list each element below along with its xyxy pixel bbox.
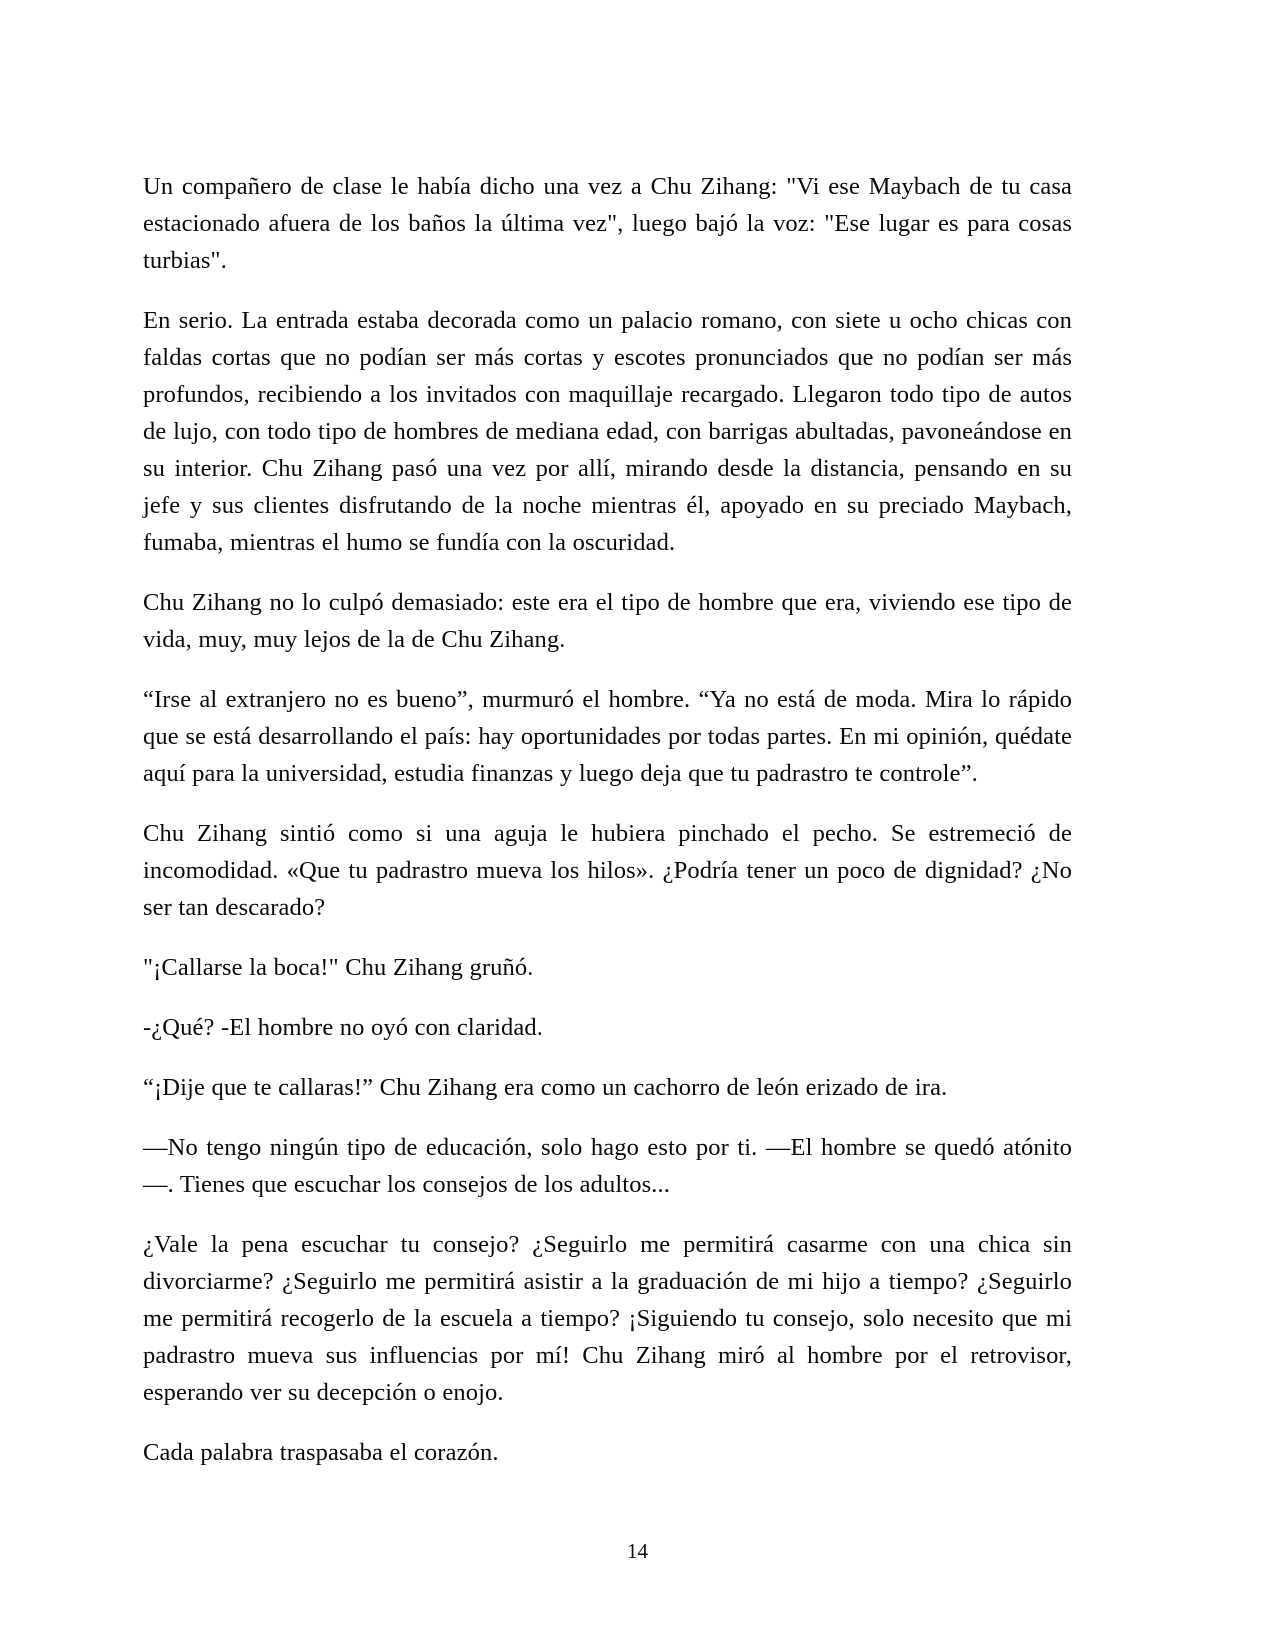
paragraph-11: Cada palabra traspasaba el corazón. [143, 1439, 499, 1466]
paragraph-5: Chu Zihang sintió como si una aguja le hubiera pinchado el pecho. Se estremeció de incomodidad. «Que tu padrastro mueva los hilos». ¿Podría tener un poco de dignidad? ¿No ser tan descarado? [143, 820, 1072, 921]
paragraph-9: —No tengo ningún tipo de educación, solo hago esto por ti. —El hombre se quedó atónito—. Tienes que escuchar los consejos de los adultos... [143, 1134, 1072, 1198]
page-number: 14 [627, 1539, 648, 1563]
paragraph-4: “Irse al extranjero no es bueno”, murmuró el hombre. “Ya no está de moda. Mira lo rápido que se está desarrollando el país: hay oportunidades por todas partes. En mi opinión, quédate aquí para la universidad, estudia finanzas y luego deja que tu padrastro te controle”. [143, 686, 1072, 787]
paragraph-1: Un compañero de clase le había dicho una vez a Chu Zihang: "Vi ese Maybach de tu casa estacionado afuera de los baños la última vez", luego bajó la voz: "Ese lugar es para cosas turbias". [143, 173, 1072, 274]
body-text-column [143, 168, 1072, 1471]
paragraph-8: “¡Dije que te callaras!” Chu Zihang era como un cachorro de león erizado de ira. [143, 1074, 948, 1101]
paragraph-2: En serio. La entrada estaba decorada como un palacio romano, con siete u ocho chicas con faldas cortas que no podían ser más cortas y escotes pronunciados que no podían ser más profundos, recibiendo a los invitados con maquillaje recargado. Llegaron todo tipo de autos de lujo, con todo tipo de hombres de mediana edad, con barrigas abultadas, pavoneándose en su interior. Chu Zihang pasó una vez por allí, mirando desde la distancia, pensando en su jefe y sus clientes disfrutando de la noche mientras él, apoyado en su preciado Maybach, fumaba, mientras el humo se fundía con la oscuridad. [143, 307, 1072, 556]
paragraph-7: -¿Qué? -El hombre no oyó con claridad. [143, 1014, 544, 1041]
paragraph-6: "¡Callarse la boca!" Chu Zihang gruñó. [143, 954, 534, 981]
paragraph-3: Chu Zihang no lo culpó demasiado: este era el tipo de hombre que era, viviendo ese tipo de vida, muy, muy lejos de la de Chu Zihang. [143, 589, 1072, 653]
paragraph-10: ¿Vale la pena escuchar tu consejo? ¿Seguirlo me permitirá casarme con una chica sin divorciarme? ¿Seguirlo me permitirá asistir a la graduación de mi hijo a tiempo? ¿Seguirlo me permitirá recogerlo de la escuela a tiempo? ¡Siguiendo tu consejo, solo necesito que mi padrastro mueva sus influencias por mí! Chu Zihang miró al hombre por el retrovisor, esperando ver su decepción o enojo. [143, 1231, 1072, 1406]
